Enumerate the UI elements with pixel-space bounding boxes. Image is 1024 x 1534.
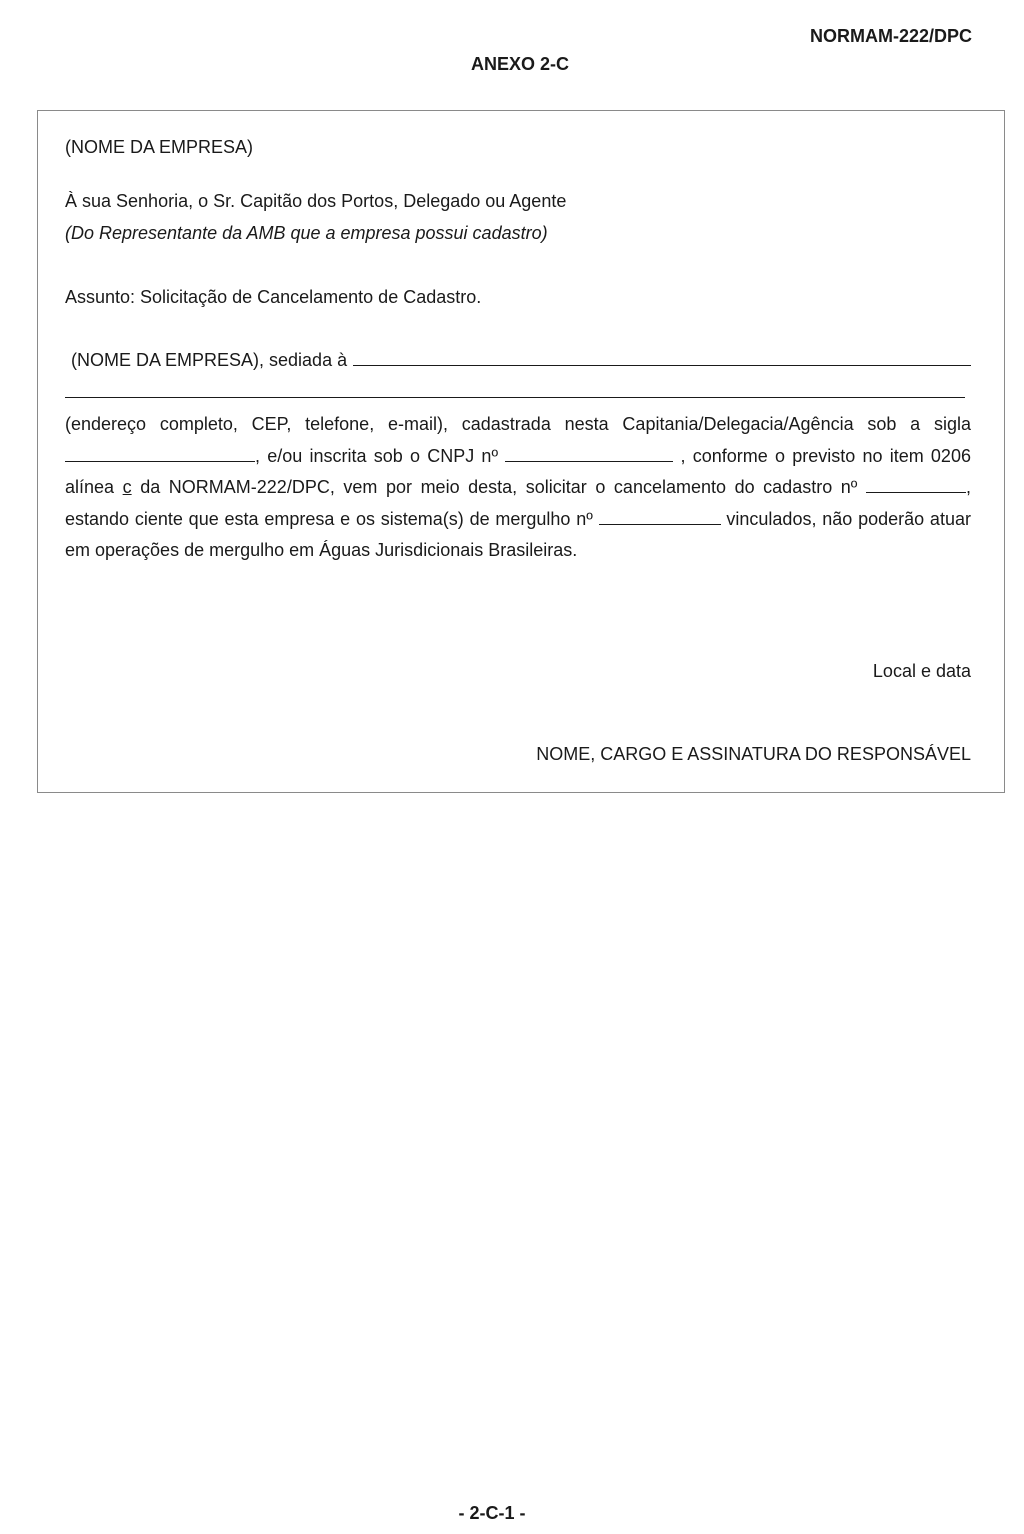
paragraph-part-6: vinculados, não poderão atuar em operações de mergulho em Águas Jurisdicionais Brasileiras. [65,508,971,561]
signature-line: NOME, CARGO E ASSINATURA DO RESPONSÁVEL [536,744,971,764]
alinea-letter: c [122,477,132,498]
sigla-blank [65,443,255,462]
annex-title: ANEXO 2-C [470,54,569,74]
place-date: Local e data [872,661,971,681]
addressee-line: À sua Senhoria, o Sr. Capitão dos Portos, Delegado ou Agente [65,191,567,211]
paragraph-part-5: , estando ciente que esta empresa e os sistema(s) de mergulho nº [65,477,971,529]
paragraph-part-2: , e/ou inscrita sob o CNPJ nº [255,445,499,466]
addressee-note: (Do Representante da AMB que a empresa possui cadastro) [65,223,548,243]
paragraph-part-1: (endereço completo, CEP, telefone, e-mail), cadastrada nesta Capitania/Delegacia/Agência sob a sigla [65,414,971,434]
document-code: NORMAM-222/DPC [809,26,972,46]
address-blank-line [65,397,965,398]
cadastro-number-blank [866,474,966,493]
diving-systems-blank [599,506,721,525]
paragraph-part-3: , conforme o previsto no item 0206 alínea [65,445,971,498]
address-blank [353,349,971,366]
request-paragraph [65,409,971,567]
page-number: - 2-C-1 - [458,1503,526,1523]
company-name: (NOME DA EMPRESA) [65,137,254,157]
sediada-row [71,349,971,371]
form-box [37,110,1005,793]
paragraph-part-4: da NORMAM-222/DPC, vem por meio desta, solicitar o cancelamento do cadastro nº [140,477,858,498]
subject-line: Assunto: Solicitação de Cancelamento de Cadastro. [65,287,482,307]
cnpj-blank [505,443,673,462]
sediada-label: (NOME DA EMPRESA), sediada à [71,350,348,370]
